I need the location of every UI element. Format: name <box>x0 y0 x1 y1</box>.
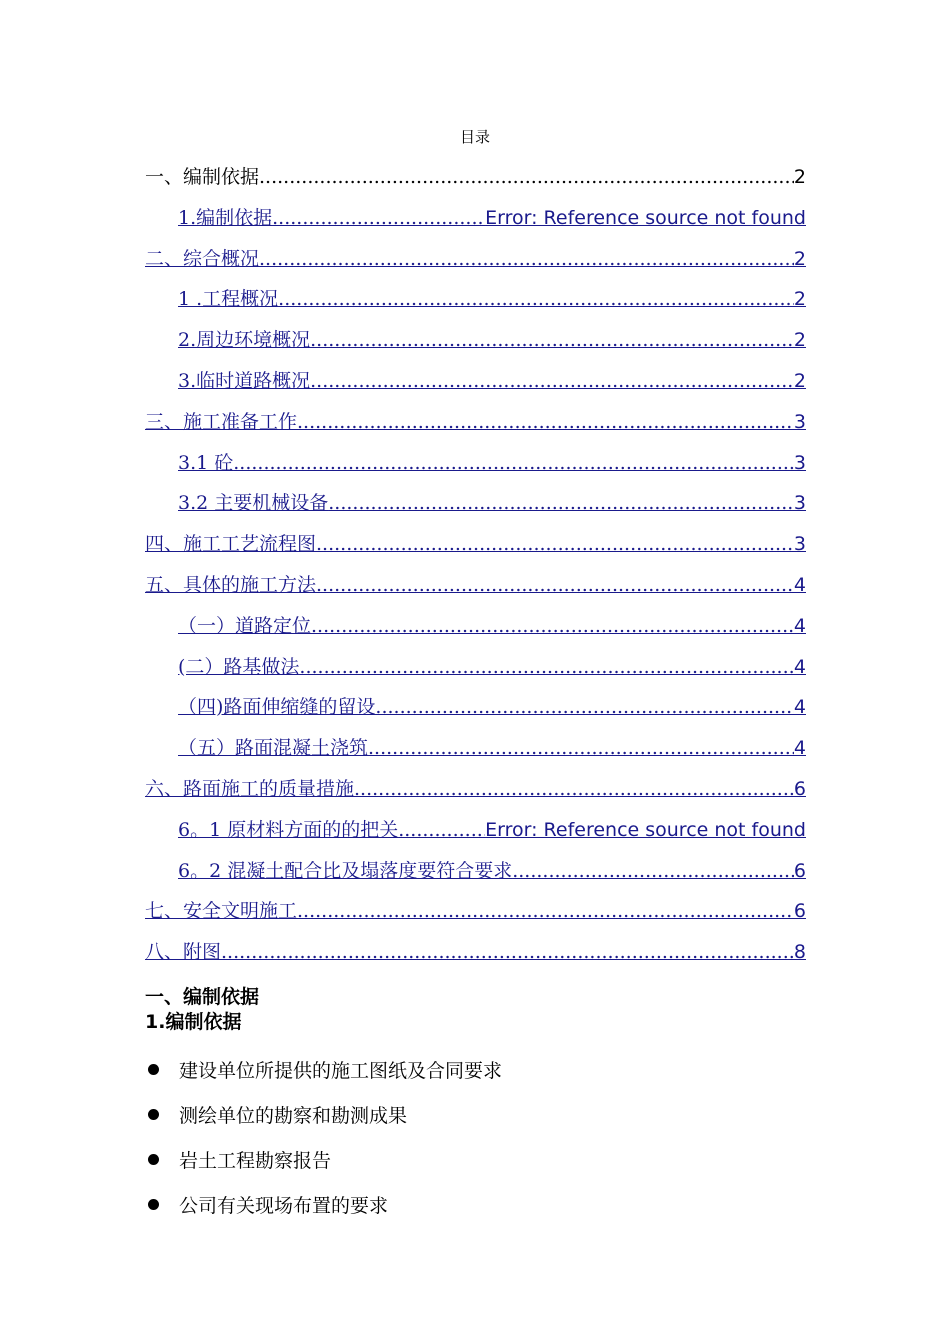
toc-entry-title: 2.周边环境概况 <box>178 329 311 352</box>
subsection-heading: 1.编制依据 <box>145 1011 242 1033</box>
toc-entry-title: 七、安全文明施工 <box>145 900 298 923</box>
toc-entry-title: （四)路面伸缩缝的留设 <box>178 696 376 719</box>
toc-leader-dots <box>259 246 794 272</box>
toc-leader-dots <box>316 572 794 598</box>
table-of-contents <box>145 164 806 980</box>
toc-leader-dots <box>310 368 794 394</box>
toc-entry-page: 4 <box>793 573 806 596</box>
toc-leader-dots <box>368 735 794 761</box>
toc-entry-page: 6 <box>793 859 806 882</box>
list-item <box>145 1047 502 1092</box>
toc-entry-title: 3.1 砼 <box>178 451 234 474</box>
list-item-text: 公司有关现场布置的要求 <box>179 1195 389 1217</box>
toc-entry-title: 一、编制依据 <box>145 166 260 188</box>
toc-entry[interactable] <box>145 776 806 817</box>
toc-leader-dots <box>311 613 794 639</box>
toc-entry[interactable] <box>145 205 806 246</box>
toc-entry <box>145 164 806 205</box>
toc-entry[interactable] <box>145 368 806 409</box>
toc-leader-dots <box>233 450 794 476</box>
toc-entry[interactable] <box>145 246 806 287</box>
toc-entry-page: 4 <box>793 614 806 637</box>
toc-entry-page: 4 <box>793 696 806 719</box>
toc-entry-title: 3.2 主要机械设备 <box>178 492 329 515</box>
toc-entry-title: 1.编制依据 <box>178 206 273 229</box>
toc-leader-dots <box>221 939 794 965</box>
section-heading: 一、编制依据 <box>145 986 260 1008</box>
bullet-dot-icon <box>148 1109 159 1120</box>
toc-entry-title: （一）道路定位 <box>178 614 312 637</box>
toc-entry-title: 五、具体的施工方法 <box>145 573 317 596</box>
toc-leader-dots <box>310 327 794 353</box>
toc-leader-dots <box>328 490 794 516</box>
toc-entry[interactable] <box>145 735 806 776</box>
toc-entry-title: 三、施工准备工作 <box>145 410 298 433</box>
toc-entry[interactable] <box>145 817 806 858</box>
toc-entry-title: 6。1 原材料方面的的把关 <box>178 818 399 841</box>
bullet-dot-icon <box>148 1064 159 1075</box>
list-item <box>145 1182 502 1227</box>
toc-entry-page: 3 <box>793 533 806 556</box>
toc-entry-page: Error: Reference source not found <box>485 818 806 841</box>
toc-entry-page: 8 <box>793 941 806 964</box>
toc-entry-title: 二、综合概况 <box>145 247 260 270</box>
toc-entry-title: 八、附图 <box>145 941 222 964</box>
bullet-dot-icon <box>148 1199 159 1210</box>
toc-entry-page: Error: Reference source not found <box>485 206 806 229</box>
toc-leader-dots <box>398 817 485 843</box>
toc-entry-page: 4 <box>793 737 806 760</box>
list-item-text: 测绘单位的勘察和勘测成果 <box>179 1105 408 1127</box>
list-item <box>145 1092 502 1137</box>
toc-entry-title: 1 .工程概况 <box>178 288 279 311</box>
toc-entry[interactable] <box>145 898 806 939</box>
toc-entry[interactable] <box>145 490 806 531</box>
toc-entry-title: （五）路面混凝土浇筑 <box>178 737 369 760</box>
toc-entry[interactable] <box>145 613 806 654</box>
toc-entry[interactable] <box>145 409 806 450</box>
toc-entry-title: 六、路面施工的质量措施 <box>145 777 355 800</box>
toc-entry-page: 6 <box>793 777 806 800</box>
toc-title: 目录 <box>459 128 490 146</box>
toc-leader-dots <box>278 286 794 312</box>
toc-entry-page: 2 <box>793 329 806 352</box>
list-item <box>145 1137 502 1182</box>
toc-leader-dots <box>299 654 793 680</box>
toc-leader-dots <box>354 776 794 802</box>
toc-entry-page: 2 <box>793 288 806 311</box>
toc-leader-dots <box>272 205 485 231</box>
toc-entry-page: 2 <box>793 166 806 188</box>
toc-entry[interactable] <box>145 939 806 980</box>
toc-leader-dots <box>375 694 793 720</box>
toc-entry[interactable] <box>145 694 806 735</box>
toc-entry-page: 2 <box>793 369 806 392</box>
toc-entry[interactable] <box>145 531 806 572</box>
toc-entry-page: 6 <box>793 900 806 923</box>
toc-entry[interactable] <box>145 858 806 899</box>
list-item-text: 岩土工程勘察报告 <box>179 1150 332 1172</box>
toc-entry-title: 6。2 混凝土配合比及塌落度要符合要求 <box>178 859 513 882</box>
toc-entry[interactable] <box>145 327 806 368</box>
toc-entry-page: 2 <box>793 247 806 270</box>
toc-entry-page: 3 <box>793 451 806 474</box>
toc-entry[interactable] <box>145 572 806 613</box>
toc-entry[interactable] <box>145 286 806 327</box>
toc-entry[interactable] <box>145 654 806 695</box>
toc-entry-page: 3 <box>793 492 806 515</box>
bullet-list <box>145 1047 502 1227</box>
toc-entry-page: 3 <box>793 410 806 433</box>
toc-entry[interactable] <box>145 450 806 491</box>
toc-leader-dots <box>316 531 794 557</box>
toc-leader-dots <box>512 858 794 884</box>
toc-entry-title: 3.临时道路概况 <box>178 369 311 392</box>
toc-entry-title: (二）路基做法 <box>178 655 300 678</box>
toc-entry-page: 4 <box>793 655 806 678</box>
list-item-text: 建设单位所提供的施工图纸及合同要求 <box>179 1060 503 1082</box>
toc-leader-dots <box>259 164 794 190</box>
bullet-dot-icon <box>148 1154 159 1165</box>
toc-leader-dots <box>297 898 794 924</box>
toc-entry-title: 四、施工工艺流程图 <box>145 533 317 556</box>
toc-leader-dots <box>297 409 794 435</box>
